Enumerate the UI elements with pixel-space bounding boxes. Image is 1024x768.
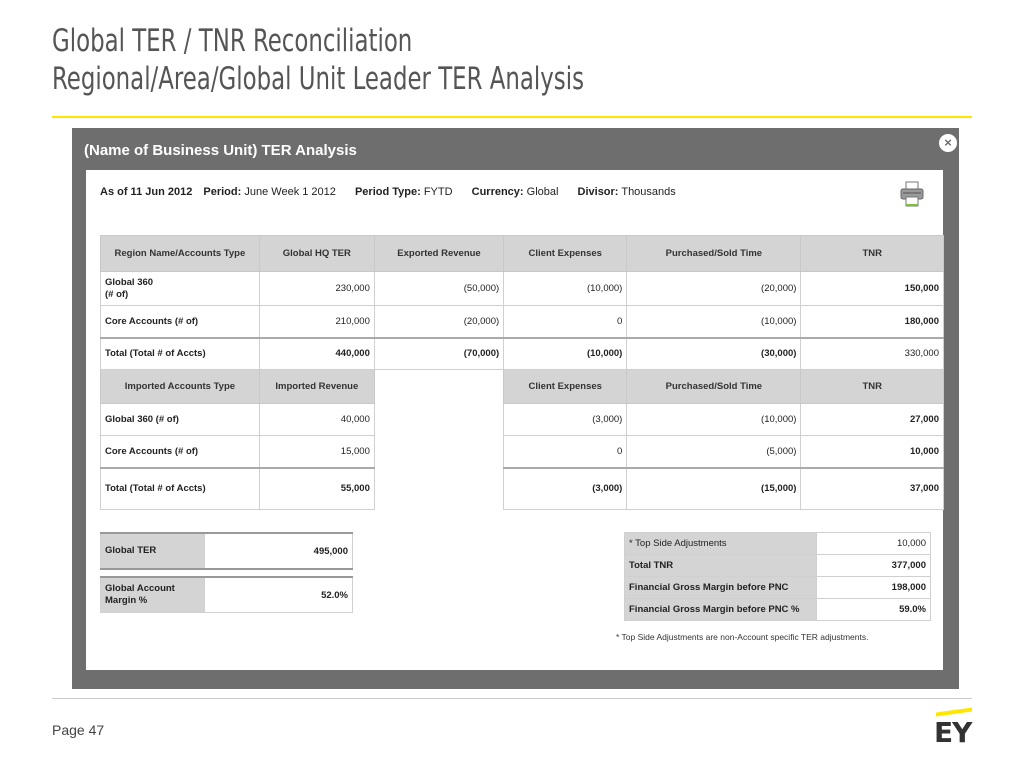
close-button[interactable] [939,134,957,152]
slide-title-line-1: Global TER / TNR Reconciliation [52,23,413,59]
currency-label: Currency: [471,186,524,198]
summary-row [625,533,931,555]
col-region-name: Region Name/Accounts Type [101,236,260,272]
divisor-label: Divisor: [577,186,619,198]
col-imported-accounts-type: Imported Accounts Type [101,370,260,404]
cell: (70,000) [374,338,503,370]
row-label: Core Accounts (# of) [101,436,260,468]
cell: (10,000) [504,338,627,370]
cell: 440,000 [259,338,374,370]
period-type-label: Period Type: [354,186,421,198]
close-icon: × [944,135,952,150]
cell: 55,000 [259,468,374,510]
global-ter-summary [100,532,353,613]
total-tnr-value: 377,000 [817,555,931,577]
cell: (3,000) [504,404,627,436]
period-label: Period: [203,186,242,198]
cell: 37,000 [801,468,944,510]
cell: (10,000) [627,306,801,338]
summary-row [625,577,931,599]
col-client-expenses: Client Expenses [504,370,627,404]
cell: 150,000 [801,272,944,306]
table-row [101,306,944,338]
col-purchased-sold-time: Purchased/Sold Time [627,236,801,272]
global-ter-value: 495,000 [205,533,353,569]
summary-row [625,555,931,577]
tnr-summary [624,532,931,621]
cell: 15,000 [259,436,374,468]
cell: (10,000) [627,404,801,436]
slide-title [52,22,584,98]
row-label: Core Accounts (# of) [101,306,260,338]
row-label: Global 360 (# of) [101,404,260,436]
cell: 230,000 [259,272,374,306]
table-row [101,272,944,306]
row-label: Total (Total # of Accts) [101,338,260,370]
report-info-bar [100,186,676,198]
row-label: Total (Total # of Accts) [101,468,260,510]
total-tnr-label: Total TNR [625,555,817,577]
currency-value: Global [526,186,559,198]
imported-header-row [101,370,944,404]
cell: 180,000 [801,306,944,338]
dialog-header [72,128,959,168]
cell: (3,000) [504,468,627,510]
table-row [101,404,944,436]
footer-divider [52,698,972,699]
cell: (20,000) [374,306,503,338]
margin-label: Global Account Margin % [101,577,205,613]
as-of-date: As of 11 Jun 2012 [100,186,193,198]
col-tnr: TNR [801,370,944,404]
col-purchased-sold-time: Purchased/Sold Time [627,370,801,404]
divisor-value: Thousands [621,186,676,198]
col-imported-revenue: Imported Revenue [259,370,374,404]
imported-total-row [101,468,944,510]
printer-icon[interactable] [898,180,926,208]
ey-logo: EY [934,716,971,749]
cell: (30,000) [627,338,801,370]
cell: 0 [504,306,627,338]
region-total-row [101,338,944,370]
cell: (50,000) [374,272,503,306]
cell: 210,000 [259,306,374,338]
row-label: Global 360 (# of) [101,272,260,306]
period-value: June Week 1 2012 [244,186,336,198]
cell: 10,000 [801,436,944,468]
margin-value: 52.0% [205,577,353,613]
cell: (20,000) [627,272,801,306]
summary-row [625,599,931,621]
dialog-body [86,170,943,670]
summary-row [101,577,353,613]
region-ter-table [100,235,944,510]
dialog-title: (Name of Business Unit) TER Analysis [84,142,357,159]
slide-title-line-2: Regional/Area/Global Unit Leader TER Analysis [52,61,584,97]
col-exported-revenue: Exported Revenue [374,236,503,272]
adjustments-footnote: * Top Side Adjustments are non-Account specific TER adjustments. [616,632,869,642]
period-type-value: FYTD [423,186,453,198]
region-header-row [101,236,944,272]
cell: (15,000) [627,468,801,510]
cell: 0 [504,436,627,468]
col-global-hq-ter: Global HQ TER [259,236,374,272]
cell: (5,000) [627,436,801,468]
page-number: Page 47 [52,722,105,738]
cell: (10,000) [504,272,627,306]
top-side-adjustments-value: 10,000 [817,533,931,555]
cell: 27,000 [801,404,944,436]
fgm-value: 198,000 [817,577,931,599]
col-client-expenses: Client Expenses [504,236,627,272]
table-row [101,436,944,468]
ter-analysis-dialog [72,128,959,689]
global-ter-label: Global TER [101,533,205,569]
fgm-label: Financial Gross Margin before PNC [625,577,817,599]
fgm-pct-value: 59.0% [817,599,931,621]
cell: 330,000 [801,338,944,370]
cell: 40,000 [259,404,374,436]
fgm-pct-label: Financial Gross Margin before PNC % [625,599,817,621]
title-divider [52,116,972,118]
top-side-adjustments-label: * Top Side Adjustments [625,533,817,555]
summary-row [101,533,353,569]
col-tnr: TNR [801,236,944,272]
